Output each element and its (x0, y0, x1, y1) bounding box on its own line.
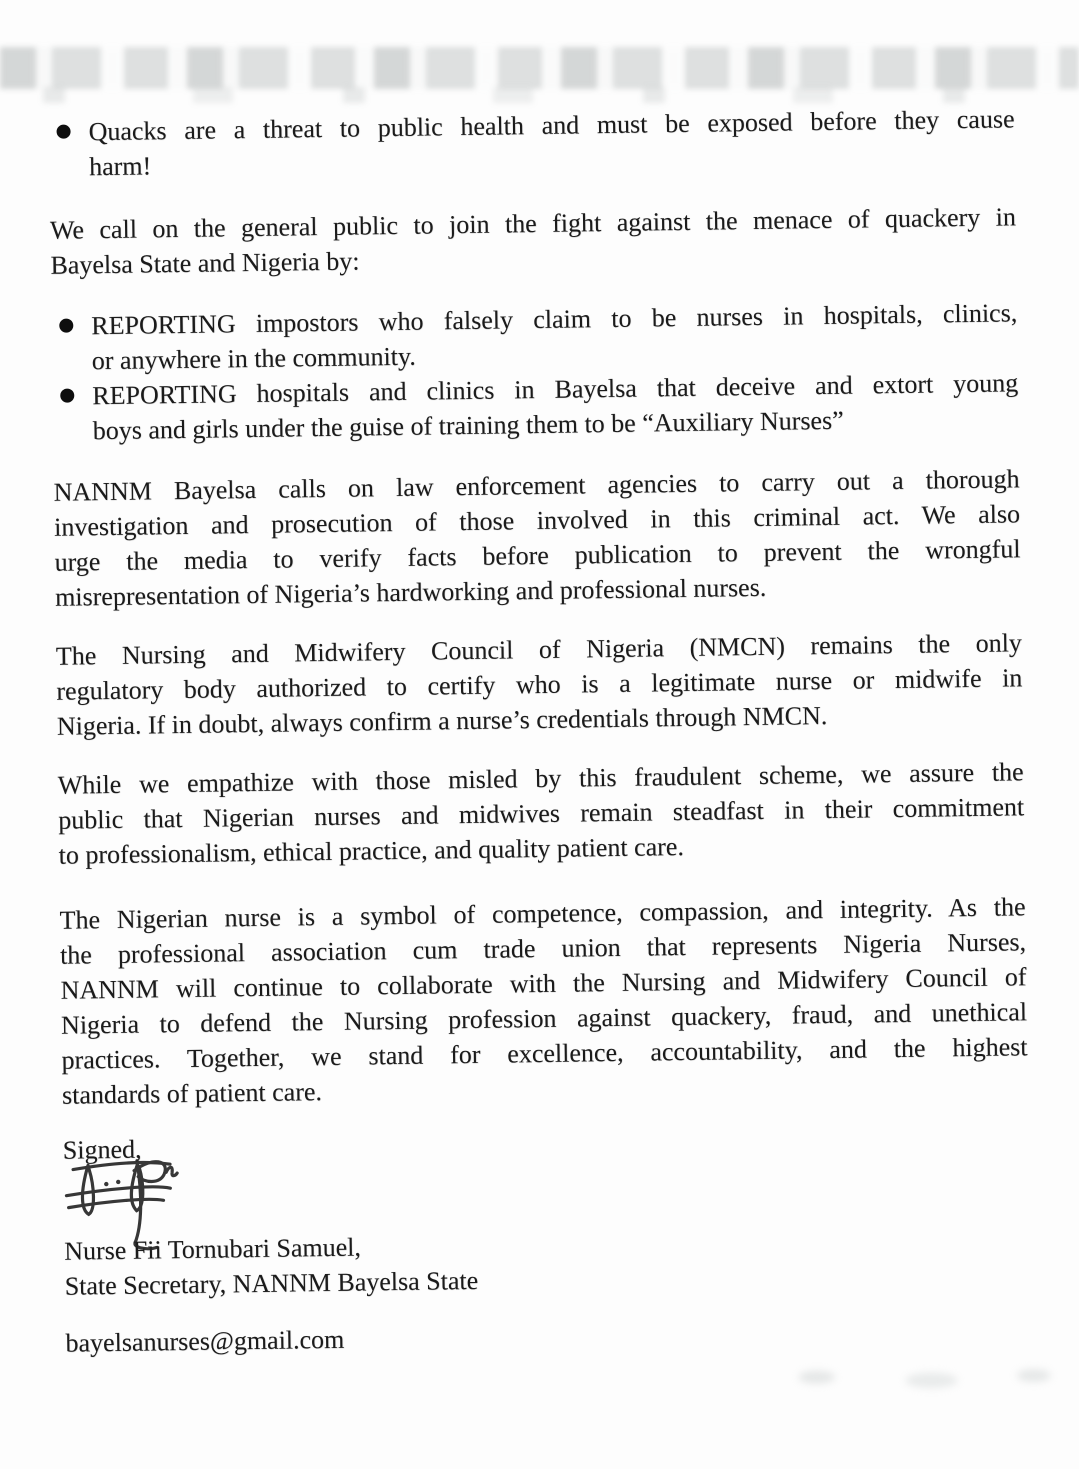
bullet-dot-icon (56, 124, 70, 138)
bullet-text (88, 101, 1015, 184)
text-line: While we empathize with those misled by this fraudulent scheme, we assure the (57, 757, 1024, 800)
scan-artifact-band (0, 47, 1079, 89)
text-line: harm! (88, 151, 152, 182)
text-line: or anywhere in the community. (91, 341, 416, 376)
text-line: The Nursing and Midwifery Council of Nigeria (NMCN) remains the only (55, 628, 1023, 671)
text-line: Quacks are a threat to public health and must be exposed before they cause (88, 104, 1015, 147)
text-line: urge the media to verify facts before publication to prevent the wrongful (54, 534, 1021, 577)
text-line: REPORTING hospitals and clinics in Bayelsa that deceive and extort young (92, 368, 1019, 411)
text-line: regulatory body authorized to certify who is a legitimate nurse or midwife in (56, 663, 1023, 706)
bullet-dot-icon (60, 388, 74, 402)
text-line: standards of patient care. (61, 1077, 323, 1110)
text-line: NANNM will continue to collaborate with the Nursing and Midwifery Council of (60, 962, 1027, 1005)
handwritten-signature (58, 1149, 280, 1282)
bullet-dot-icon (59, 318, 73, 332)
text-line: Bayelsa State and Nigeria by: (50, 246, 360, 280)
signatory-title: State Secretary, NANNM Bayelsa State (64, 1265, 479, 1301)
bullet-text (91, 295, 1018, 378)
text-line: misrepresentation of Nigeria’s hardworking and professional nurses. (54, 572, 767, 612)
text-line: Nigeria to defend the Nursing profession against quackery, fraud, and unethical (60, 997, 1028, 1040)
text-line: boys and girls under the guise of training them to be “Auxiliary Nurses” (92, 405, 844, 446)
bullet-text (92, 365, 1019, 448)
text-line: NANNM Bayelsa calls on law enforcement agencies to carry out a thorough (53, 464, 1020, 507)
text-line: the professional association cum trade union that represents Nigeria Nurses, (59, 927, 1027, 970)
bullet-item-report-impostors (51, 295, 1018, 378)
text-line: We call on the general public to join the fight against the menace of quackery in (49, 202, 1017, 245)
text-line: practices. Together, we stand for excellence, accountability, and the highest (61, 1032, 1028, 1075)
contact-email: bayelsanurses@gmail.com (65, 1324, 345, 1358)
signature-area (63, 1154, 1030, 1233)
letter-body (48, 101, 1031, 1360)
scan-artifact-smudge (761, 1366, 1071, 1398)
paragraph-empathize (57, 754, 1024, 872)
text-line: public that Nigerian nurses and midwives remain steadfast in their commitment (57, 792, 1025, 835)
paragraph-nmcn-regulatory (56, 625, 1023, 743)
report-bullet-list (51, 295, 1019, 448)
paragraph-nannm-investigation (53, 461, 1021, 614)
bullet-item-quacks (48, 101, 1015, 184)
signed-label: Signed, (62, 1134, 142, 1165)
paragraph-nigerian-nurse (59, 889, 1028, 1112)
text-line: The Nigerian nurse is a symbol of competence, compassion, and integrity. As the (59, 892, 1026, 935)
text-line: investigation and prosecution of those involved in this criminal act. We also (53, 499, 1021, 542)
bullet-item-report-hospitals (52, 365, 1019, 448)
text-line: to professionalism, ethical practice, and quality patient care. (58, 832, 685, 870)
signatory-name: Nurse Fii Tornubari Samuel, (64, 1232, 362, 1266)
text-line: REPORTING impostors who falsely claim to be nurses in hospitals, clinics, (91, 298, 1018, 341)
text-line: Nigeria. If in doubt, always confirm a nurse’s credentials through NMCN. (56, 700, 828, 741)
paragraph-call-to-action (50, 199, 1017, 282)
